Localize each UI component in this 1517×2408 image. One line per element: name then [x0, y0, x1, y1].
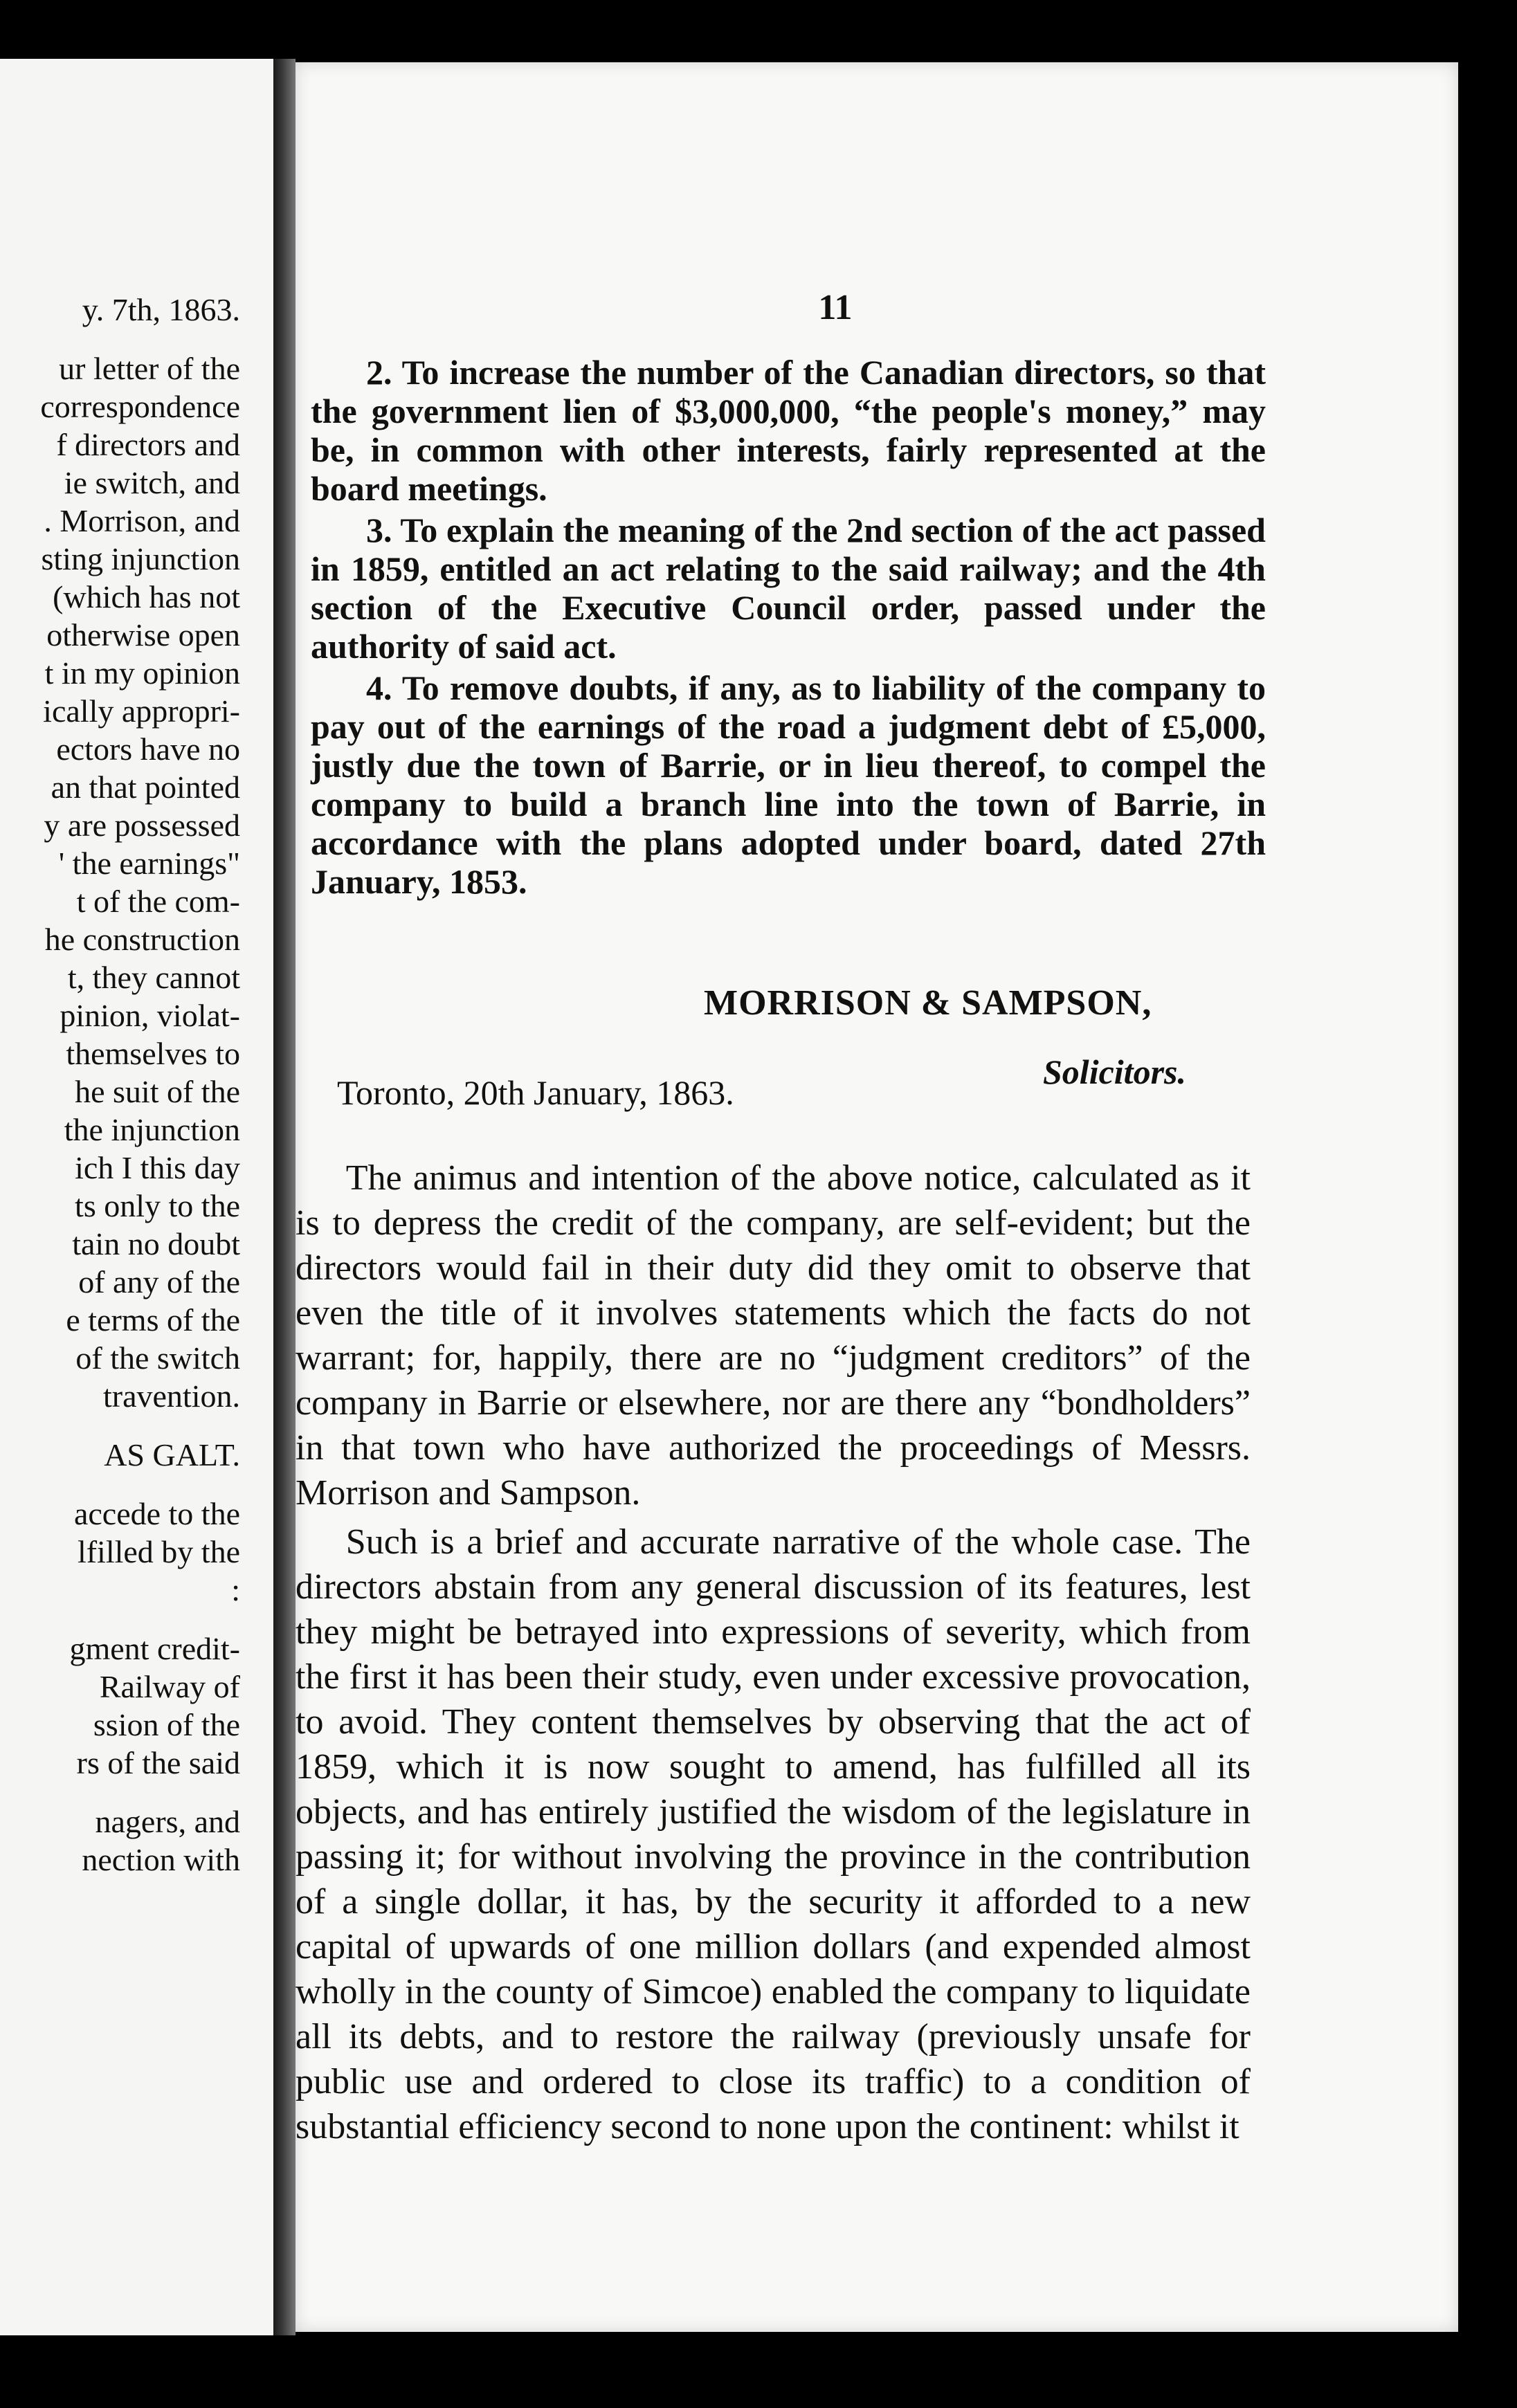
left-page-line: ectors have no [56, 731, 240, 767]
left-page-line: sting injunction [41, 541, 240, 576]
left-page-line: ur letter of the [59, 351, 240, 386]
left-page-line: themselves to [66, 1036, 240, 1071]
notice-item: 4. To remove doubts, if any, as to liability of the company to pay out of the earnings of the road a judgment debt of £5,000, justly due the town of Barrie, or in lieu thereof, to compel the company to build a branch line into the town of Barrie, in accordance with the plans adopted under board, dated 27th January, 1853. [311, 668, 1266, 901]
left-page-fragment [0, 59, 273, 2335]
left-page-line: of the switch [75, 1340, 240, 1376]
left-page-line: AS GALT. [104, 1437, 240, 1472]
paragraph: The animus and intention of the above notice, calculated as it is to depress the credit of the company, are self-evident; but the directors would fail in their duty did they omit to observe that even the title of it involves statements which the facts do not warrant; for, happily, there are no “judgment creditors” of the company in Barrie or elsewhere, nor are there any “bondholders” in that town who have authorized the proceedings of Messrs. Morrison and Sampson. [296, 1158, 1251, 1513]
dateline: Toronto, 20th January, 1863. [337, 1073, 734, 1112]
left-page-line: rs of the said [76, 1745, 240, 1780]
left-page-line: ' the earnings" [58, 846, 240, 881]
left-page-line: t, they cannot [67, 960, 240, 995]
body-text [296, 1156, 1251, 2153]
left-page-line: ts only to the [75, 1188, 240, 1223]
left-page-line: gment credit- [69, 1631, 240, 1666]
notice-item: 2. To increase the number of the Canadian directors, so that the government lien of $3,000,000, “the people's money,” may be, in common with other interests, fairly represented at the board meetings. [311, 353, 1266, 508]
left-page-line: y. 7th, 1863. [82, 292, 240, 327]
signature-title: Solicitors. [1043, 1052, 1186, 1091]
left-page-line: ich I this day [75, 1150, 240, 1185]
left-page-line: t in my opinion [44, 655, 240, 691]
left-page-line: lfilled by the [77, 1534, 240, 1569]
left-page-line: accede to the [73, 1496, 240, 1531]
left-page-line: of any of the [78, 1264, 240, 1299]
left-page-line: an that pointed [51, 769, 240, 805]
notice-list [311, 353, 1266, 904]
left-page-line: t of the com- [76, 884, 240, 919]
left-page-line: y are possessed [44, 808, 240, 843]
left-page-line: : [231, 1572, 240, 1607]
left-page-line: tain no doubt [72, 1226, 240, 1261]
left-page-line: . Morrison, and [44, 503, 240, 538]
left-page-line: pinion, violat- [60, 998, 240, 1033]
left-page-line: f directors and [56, 427, 240, 462]
left-page-line: otherwise open [46, 617, 240, 653]
left-page-line: he suit of the [75, 1074, 240, 1109]
left-page-line: he construction [44, 922, 240, 957]
page-number: 11 [818, 288, 853, 327]
left-page-line: Railway of [99, 1669, 240, 1704]
left-page-line: travention. [103, 1378, 240, 1414]
left-page-line: ssion of the [93, 1707, 240, 1742]
left-page-line: ie switch, and [64, 465, 240, 500]
left-page-line: nection with [82, 1842, 240, 1877]
signature: MORRISON & SAMPSON, [704, 983, 1152, 1023]
notice-item: 3. To explain the meaning of the 2nd section of the act passed in 1859, entitled an act relating to the said railway; and the 4th section of the Executive Council order, passed under the authority of said act. [311, 511, 1266, 666]
left-page-line: nagers, and [95, 1804, 240, 1839]
right-page [296, 62, 1458, 2332]
left-page-line: e terms of the [66, 1302, 240, 1338]
left-page-line: ically appropri- [43, 693, 240, 729]
paragraph: Such is a brief and accurate narrative of the whole case. The directors abstain from any general discussion of its features, lest they might be betrayed into expressions of severity, which from the first it has been their study, even under excessive provocation, to avoid. They content themselves by observing that the act of 1859, which it is now sought to amend, has fulfilled all its objects, and has entirely justified the wisdom of the legislature in passing it; for without involving the province in the contribution of a single dollar, it has, by the security it afforded to a new capital of upwards of one million dollars (and expended almost wholly in the county of Simcoe) enabled the company to liquidate all its debts, and to restore the railway (previously unsafe for public use and ordered to close its traffic) to a condition of substantial efficiency second to none upon the continent: whilst it [296, 1522, 1251, 2146]
book-gutter [273, 59, 296, 2335]
left-page-line: (which has not [53, 579, 240, 614]
left-page-line: correspondence [40, 389, 240, 424]
left-page-line: the injunction [64, 1112, 240, 1147]
